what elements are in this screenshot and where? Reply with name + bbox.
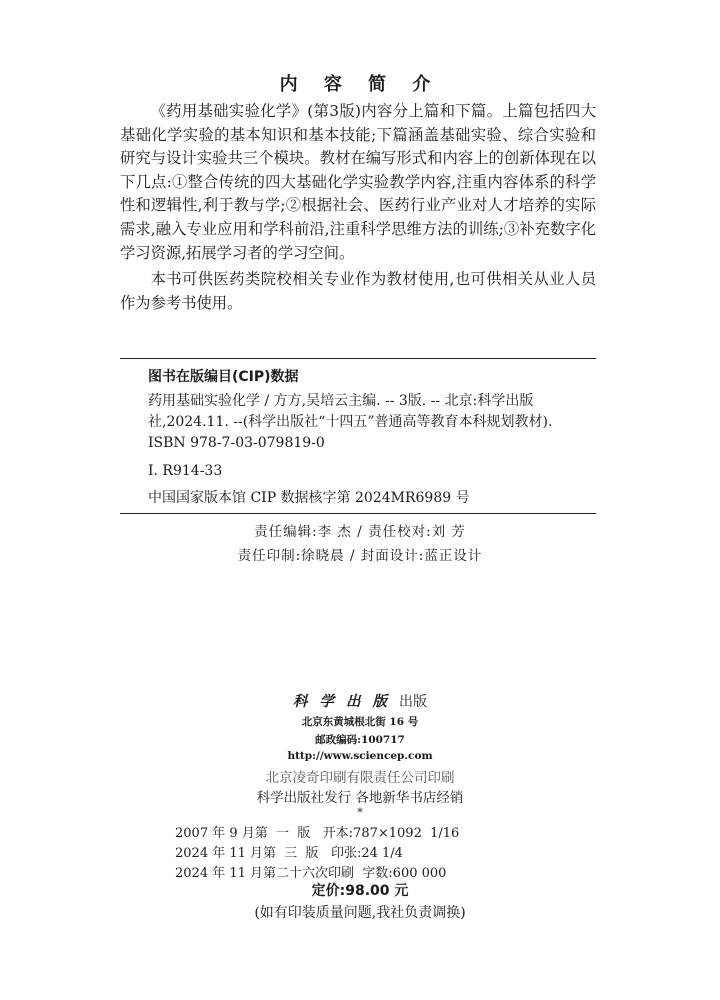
publisher-address: 北京东黄城根北街 16 号 [301, 716, 419, 728]
staff-line-1: 责任编辑:李 杰 / 责任校对:刘 芳 [254, 524, 466, 540]
cip-bottom-rule [120, 513, 596, 514]
cip-isbn: ISBN 978-7-03-079819-0 [148, 435, 325, 451]
edition-row-3: 2024 年 11 月第二十六次印刷 字数:600 000 [175, 866, 447, 881]
page-title: 内 容 简 介 [279, 74, 441, 95]
cip-classification: Ⅰ. R914-33 [148, 463, 223, 479]
cip-record-block [120, 391, 596, 454]
staff-line-2: 责任印制:徐晓晨 / 封面设计:蓝正设计 [237, 548, 483, 564]
publisher-logo: 科学出版 [293, 693, 399, 710]
cip-record: 药用基础实验化学 / 方方,吴培云主编. -- 3版. -- 北京:科学出版社,2024.11. --(科学出版社“十四五”普通高等教育本科规划教材). [148, 393, 553, 430]
publisher-suffix: 出版 [399, 694, 427, 710]
publisher-postcode: 邮政编码:100717 [315, 734, 405, 746]
distribution-line: 科学出版社发行 各地新华书店经销 [256, 790, 464, 806]
publisher-website: http://www.sciencep.com [287, 750, 433, 762]
edition-row-2: 2024 年 11 月第 三 版 印张:24 1/4 [175, 846, 403, 861]
intro-paragraph-2: 本书可供医药类院校相关专业作为教材使用,也可供相关从业人员作为参考书使用。 [120, 270, 596, 312]
cip-heading: 图书在版编目(CIP)数据 [148, 369, 299, 385]
separator-star: * [357, 806, 363, 819]
cip-top-rule [120, 358, 596, 359]
publisher-name [0, 690, 720, 711]
printer-line: 北京凌奇印刷有限责任公司印刷 [265, 770, 455, 786]
defect-note: (如有印装质量问题,我社负责调换) [254, 905, 466, 921]
price-line: 定价:98.00 元 [311, 883, 409, 899]
cip-verification: 中国国家版本馆 CIP 数据核字第 2024MR6989 号 [148, 490, 470, 506]
intro-paragraph-1: 《药用基础实验化学》(第3版)内容分上篇和下篇。上篇包括四大基础化学实验的基本知识和基本技能;下篇涵盖基础实验、综合实验和研究与设计实验共三个模块。教材在编写形式和内容上的创新体现在以下几点:①整合传统的四大基础化学实验教学内容,注重内容体系的科学性和逻辑性,利于教与学;②根据社会、医药行业产业对人才培养的实际需求,融入专业应用和学科前沿,注重科学思维方法的训练;③补充数字化学习资源,拓展学习者的学习空间。 [120, 102, 596, 262]
edition-row-1: 2007 年 9 月第 一 版 开本:787×1092 1/16 [175, 826, 460, 841]
